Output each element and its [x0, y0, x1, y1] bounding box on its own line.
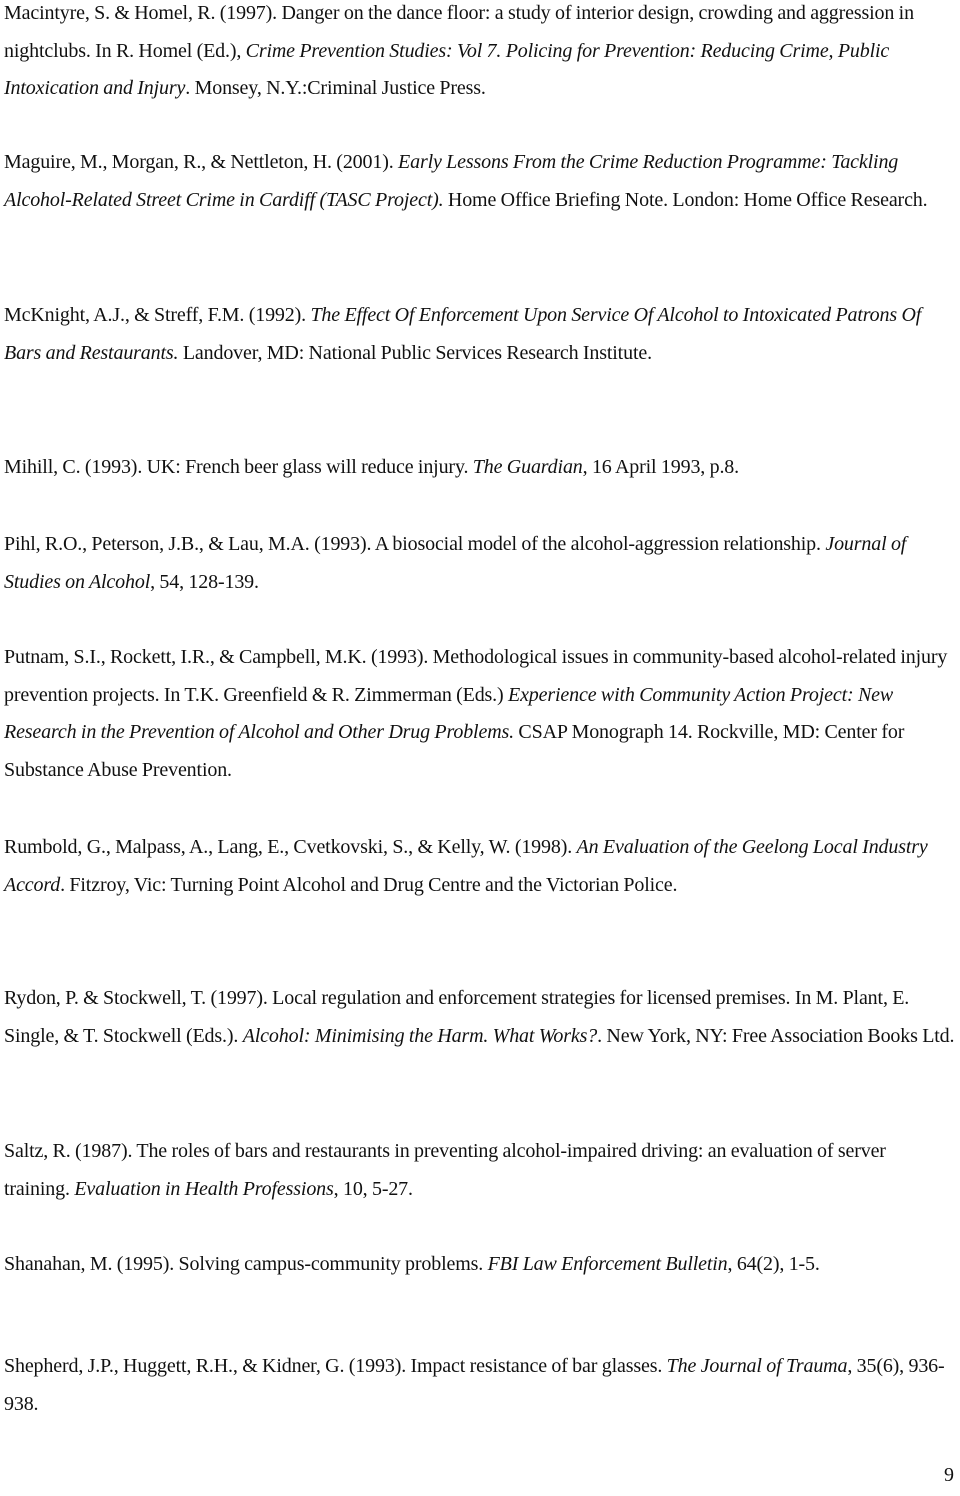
- reference-entry-pihl: [4, 526, 956, 601]
- page-number: 9: [944, 1464, 954, 1486]
- reference-entry-putnam: [4, 639, 956, 789]
- reference-text: Rumbold, G., Malpass, A., Lang, E., Cvetkovski, S., & Kelly, W. (1998).: [4, 836, 577, 858]
- reference-title: The Effect Of Enforcement Upon Service Of Alcohol to Intoxicated Patrons Of Bars and Restaurants.: [4, 304, 922, 364]
- reference-text: . Monsey, N.Y.:Criminal Justice Press.: [185, 77, 486, 100]
- reference-title: Evaluation in Health Professions: [74, 1177, 334, 1200]
- reference-text: , 16 April 1993, p.8.: [582, 456, 740, 478]
- reference-text: , 10, 5-27.: [333, 1177, 413, 1200]
- reference-text: Rydon, P. & Stockwell, T. (1997). Local regulation and enforcement strategies for licensed premises. In M. Plant, E. Single, & T. Stockwell (Eds.).: [4, 987, 910, 1047]
- reference-title: Crime Prevention Studies: Vol 7. Policing for Prevention: Reducing Crime, Public Intoxication and Injury: [4, 39, 890, 100]
- reference-text: Home Office Briefing Note. London: Home Office Research.: [443, 188, 928, 211]
- reference-text: , 64(2), 1-5.: [727, 1253, 820, 1275]
- reference-text: Maguire, M., Morgan, R., & Nettleton, H. (2001).: [4, 151, 399, 173]
- reference-title: The Guardian: [472, 456, 583, 478]
- reference-text: CSAP Monograph 14. Rockville, MD: Center for Substance Abuse Prevention.: [4, 721, 905, 781]
- reference-text: McKnight, A.J., & Streff, F.M. (1992).: [4, 304, 311, 326]
- reference-title: Journal of Studies on Alcohol: [4, 533, 907, 593]
- reference-text: Mihill, C. (1993). UK: French beer glass will reduce injury.: [4, 456, 473, 478]
- reference-title: The Journal of Trauma: [666, 1355, 848, 1377]
- reference-title: Alcohol: Minimising the Harm. What Works?: [242, 1024, 598, 1047]
- reference-entry-shanahan: [4, 1246, 956, 1284]
- reference-title: An Evaluation of the Geelong Local Industry Accord: [4, 836, 928, 896]
- reference-text: , 54, 128-139.: [150, 570, 259, 593]
- reference-text: Pihl, R.O., Peterson, J.B., & Lau, M.A. (1993). A biosocial model of the alcohol-aggression relationship.: [4, 533, 826, 555]
- reference-entry-maguire: [4, 144, 956, 219]
- reference-title: Experience with Community Action Project: New Research in the Prevention of Alcohol and Other Drug Problems.: [4, 683, 894, 744]
- reference-text: Macintyre, S. & Homel, R. (1997). Danger on the dance floor: a study of interior design, crowding and aggression in nightclubs. In R. Homel (Ed.),: [4, 2, 914, 62]
- reference-entry-rydon: [4, 980, 956, 1055]
- reference-title: Early Lessons From the Crime Reduction Programme: Tackling Alcohol-Related Street Crime in Cardiff (TASC Project).: [4, 151, 899, 211]
- reference-text: Shanahan, M. (1995). Solving campus-community problems.: [4, 1253, 488, 1275]
- reference-entry-macintyre: [4, 0, 956, 108]
- reference-text: . New York, NY: Free Association Books Ltd.: [597, 1024, 955, 1047]
- reference-entry-mihill: [4, 449, 956, 487]
- reference-entry-mcknight: [4, 297, 956, 372]
- reference-text: Putnam, S.I., Rockett, I.R., & Campbell, M.K. (1993). Methodological issues in community-based alcohol-related injury prevention projects. In T.K. Greenfield & R. Zimmerman (Eds.): [4, 646, 948, 706]
- reference-text: . Fitzroy, Vic: Turning Point Alcohol and Drug Centre and the Victorian Police.: [60, 873, 678, 896]
- reference-text: Shepherd, J.P., Huggett, R.H., & Kidner, G. (1993). Impact resistance of bar glasses.: [4, 1355, 667, 1377]
- reference-entry-shepherd: [4, 1348, 956, 1423]
- reference-title: FBI Law Enforcement Bulletin: [487, 1253, 728, 1275]
- reference-text: , 35(6), 936-938.: [4, 1355, 945, 1415]
- reference-text: Landover, MD: National Public Services Research Institute.: [178, 341, 652, 364]
- reference-entry-rumbold: [4, 829, 956, 904]
- reference-text: Saltz, R. (1987). The roles of bars and restaurants in preventing alcohol-impaired driving: an evaluation of server training.: [4, 1140, 886, 1200]
- reference-entry-saltz: [4, 1133, 956, 1208]
